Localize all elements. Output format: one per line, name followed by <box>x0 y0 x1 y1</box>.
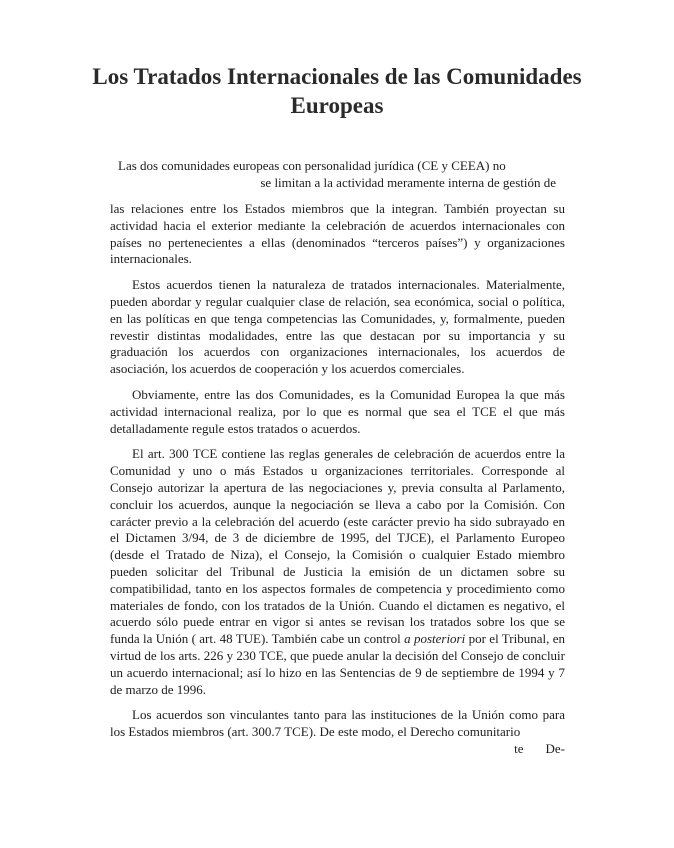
paragraph-4-part-b: por el Tribunal, en virtud de los arts. 226 y 230 TCE, que puede anular la decisión del Consejo de concluir un acuerdo internacional; así lo hizo en las Sentencias de 9 de septiembre de 1994 y 7 de marzo de 1996. <box>110 631 565 697</box>
paragraph-2: Estos acuerdos tienen la naturaleza de tratados internacionales. Materialmente, pueden abordar y regular cualquier clase de relación, sea económica, social o política, en las políticas en que tenga competencias las Comunidades, y, formalmente, pueden revestir distintas modalidades, entre las que destacan por su importancia y su graduación los acuerdos con organizaciones internacionales, los acuerdos de asociación, los acuerdos de cooperación y los acuerdos comerciales. <box>110 277 565 377</box>
paragraph-5 <box>110 707 565 741</box>
intro-line-1: Las dos comunidades europeas con personalidad jurídica (CE y CEEA) no <box>118 158 506 173</box>
paragraph-5-text: Los acuerdos son vinculantes tanto para las instituciones de la Unión como para los Estados miembros (art. 300.7 TCE). De este modo, el Derecho comunitario <box>110 707 565 740</box>
intro-line-2: se limitan a la actividad meramente interna de gestión de <box>260 175 556 190</box>
paragraph-5-tail-a: te <box>514 740 524 756</box>
paragraph-5-tail-b: De- <box>545 740 565 756</box>
paragraph-4-part-a: El art. 300 TCE contiene las reglas generales de celebración de acuerdos entre la Comunidad y uno o más Estados u organizaciones territoriales. Corresponde al Consejo autorizar la apertura de las negociaciones y, previa consulta al Parlamento, concluir los acuerdos, aunque la negociación se lleva a cabo por la Comisión. Con carácter previo a la celebración del acuerdo (este carácter previo ha sido subrayado en el Dictamen 3/94, de 3 de diciembre de 1995, del TJCE), el Parlamento Europeo (desde el Tratado de Niza), el Consejo, la Comisión o cualquier Estado miembro pueden solicitar del Tribunal de Justicia la emisión de un dictamen sobre su compatibilidad, tanto en los aspectos formales de competencia y procedimiento como materiales de fondo, con los tratados de la Unión. Cuando el dictamen es negativo, el acuerdo sólo puede entrar en vigor si antes se revisan los tratados sobre los que se funda la Unión ( art. 48 TUE). También cabe un control <box>110 446 565 647</box>
paragraph-1: las relaciones entre los Estados miembros que la integran. También proyectan su actividad hacia el exterior mediante la celebración de acuerdos internacionales con países no pertenecientes a ellas (denominados “terceros países”) y organizaciones internacionales. <box>110 201 565 267</box>
body-text <box>110 201 565 758</box>
paragraph-4-italic: a posteriori <box>404 631 466 647</box>
paragraph-4 <box>110 446 565 698</box>
intro-lines <box>118 157 558 191</box>
paragraph-5-tail <box>110 741 565 758</box>
paragraph-3: Obviamente, entre las dos Comunidades, es la Comunidad Europea la que más actividad internacional realiza, por lo que es normal que sea el TCE el que más detalladamente regule estos tratados o acuerdos. <box>110 386 565 436</box>
page-title: Los Tratados Internacionales de las Comunidades Europeas <box>92 64 582 118</box>
